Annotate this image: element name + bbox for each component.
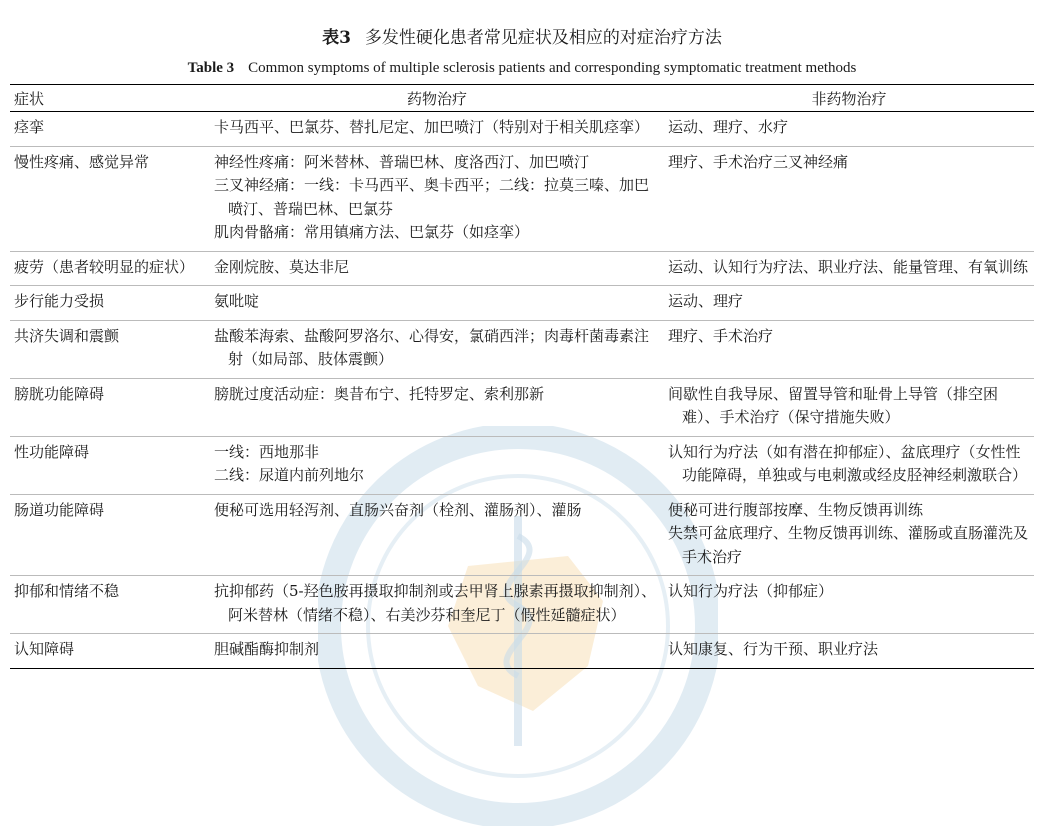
header-non-drug-treatment: 非药物治疗 — [811, 89, 887, 108]
table-row — [10, 286, 1034, 321]
table-row — [10, 576, 1034, 634]
treatment-line: 三叉神经痛：一线：卡马西平、奥卡西平；二线：拉莫三嗪、加巴喷汀、普瑞巴林、巴氯芬 — [214, 176, 650, 218]
non-drug-treatment-cell — [664, 251, 1034, 286]
treatment-line: 金刚烷胺、莫达非尼 — [214, 257, 350, 276]
symptom-cell: 痉挛 — [14, 118, 45, 136]
treatment-line: 神经性疼痛：阿米替林、普瑞巴林、度洛西汀、加巴喷汀 — [214, 152, 590, 171]
treatment-line: 抗抑郁药（5-羟色胺再摄取抑制剂或去甲肾上腺素再摄取抑制剂）、阿米替林（情绪不稳）、右美沙芬和奎尼丁（假性延髓症状） — [214, 582, 657, 624]
drug-treatment-cell — [210, 494, 664, 576]
treatment-line: 间歇性自我导尿、留置导管和耻骨上导管（排空困难）、手术治疗（保守措施失败） — [668, 384, 999, 426]
treatment-line: 膀胱过度活动症：奥昔布宁、托特罗定、索利那新 — [214, 384, 545, 403]
symptom-cell: 共济失调和震颤 — [10, 320, 210, 378]
treatment-line: 一线：西地那非 — [214, 442, 320, 461]
header-symptom: 症状 — [14, 89, 45, 108]
treatment-line: 认知行为疗法（如有潜在抑郁症）、盆底理疗（女性性功能障碍，单独或与电刺激或经皮胫神经刺激联合） — [668, 442, 1028, 484]
non-drug-treatment-cell — [664, 320, 1034, 378]
table-row — [10, 494, 1034, 576]
drug-treatment-cell — [210, 146, 664, 251]
symptom-cell: 步行能力受损 — [10, 286, 210, 321]
table-caption-chinese: 多发性硬化患者常见症状及相应的对症治疗方法 — [364, 28, 722, 48]
table-row — [10, 251, 1034, 286]
symptom-cell: 抑郁和情绪不稳 — [10, 576, 210, 634]
treatment-line: 二线：尿道内前列地尔 — [214, 466, 365, 484]
treatment-line: 卡马西平、巴氯芬、替扎尼定、加巴喷汀（特别对于相关肌痉挛） — [214, 118, 650, 136]
treatment-line: 运动、认知行为疗法、职业疗法、能量管理、有氧训练 — [668, 257, 1029, 276]
drug-treatment-cell — [210, 634, 664, 669]
symptom-cell: 疲劳（患者较明显的症状） — [10, 251, 210, 286]
table-row — [10, 320, 1034, 378]
non-drug-treatment-cell — [664, 146, 1034, 251]
non-drug-treatment-cell — [664, 112, 1034, 147]
non-drug-treatment-cell — [664, 634, 1034, 669]
table-label-english: Table 3 — [187, 60, 235, 76]
non-drug-treatment-cell — [664, 436, 1034, 494]
table-title-english — [10, 58, 1034, 78]
symptoms-treatment-table — [10, 84, 1034, 669]
treatment-line: 便秘可选用轻泻剂、直肠兴奋剂（栓剂、灌肠剂）、灌肠 — [214, 500, 582, 519]
treatment-line: 运动、理疗 — [668, 292, 744, 310]
drug-treatment-cell — [210, 251, 664, 286]
drug-treatment-cell — [210, 576, 664, 634]
table-label-chinese: 表3 — [322, 28, 351, 48]
header-drug-treatment: 药物治疗 — [406, 89, 467, 108]
treatment-line: 认知康复、行为干预、职业疗法 — [668, 640, 879, 658]
table-row — [10, 146, 1034, 251]
table-title-chinese — [10, 26, 1034, 50]
table-caption-english: Common symptoms of multiple sclerosis patients and corresponding symptomatic treatment methods — [248, 60, 857, 76]
treatment-line: 理疗、手术治疗 — [668, 326, 774, 345]
drug-treatment-cell — [210, 320, 664, 378]
symptom-cell: 膀胱功能障碍 — [10, 378, 210, 436]
treatment-line: 运动、理疗、水疗 — [668, 118, 789, 136]
table-row — [10, 634, 1034, 669]
table-row — [10, 378, 1034, 436]
treatment-line: 氨吡啶 — [214, 292, 260, 310]
drug-treatment-cell — [210, 286, 664, 321]
non-drug-treatment-cell — [664, 576, 1034, 634]
symptom-cell: 认知障碍 — [10, 634, 210, 669]
non-drug-treatment-cell — [664, 378, 1034, 436]
drug-treatment-cell — [210, 378, 664, 436]
symptom-cell: 慢性疼痛、感觉异常 — [10, 146, 210, 251]
symptom-cell: 性功能障碍 — [10, 436, 210, 494]
treatment-line: 失禁可盆底理疗、生物反馈再训练、灌肠或直肠灌洗及手术治疗 — [668, 524, 1029, 566]
treatment-line: 便秘可进行腹部按摩、生物反馈再训练 — [668, 500, 924, 519]
symptom-cell: 肠道功能障碍 — [10, 494, 210, 576]
table-row — [10, 112, 1034, 147]
drug-treatment-cell — [210, 436, 664, 494]
treatment-line: 理疗、手术治疗三叉神经痛 — [668, 152, 849, 171]
non-drug-treatment-cell — [664, 494, 1034, 576]
treatment-line: 盐酸苯海索、盐酸阿罗洛尔、心得安，氯硝西泮；肉毒杆菌毒素注射（如局部、肢体震颤） — [214, 326, 650, 368]
treatment-line: 胆碱酯酶抑制剂 — [214, 640, 320, 658]
non-drug-treatment-cell — [664, 286, 1034, 321]
treatment-line: 肌肉骨骼痛：常用镇痛方法、巴氯芬（如痉挛） — [214, 223, 530, 241]
drug-treatment-cell — [210, 112, 664, 147]
table-header-row — [10, 85, 1034, 112]
treatment-line: 认知行为疗法（抑郁症） — [668, 582, 834, 600]
table-row — [10, 436, 1034, 494]
